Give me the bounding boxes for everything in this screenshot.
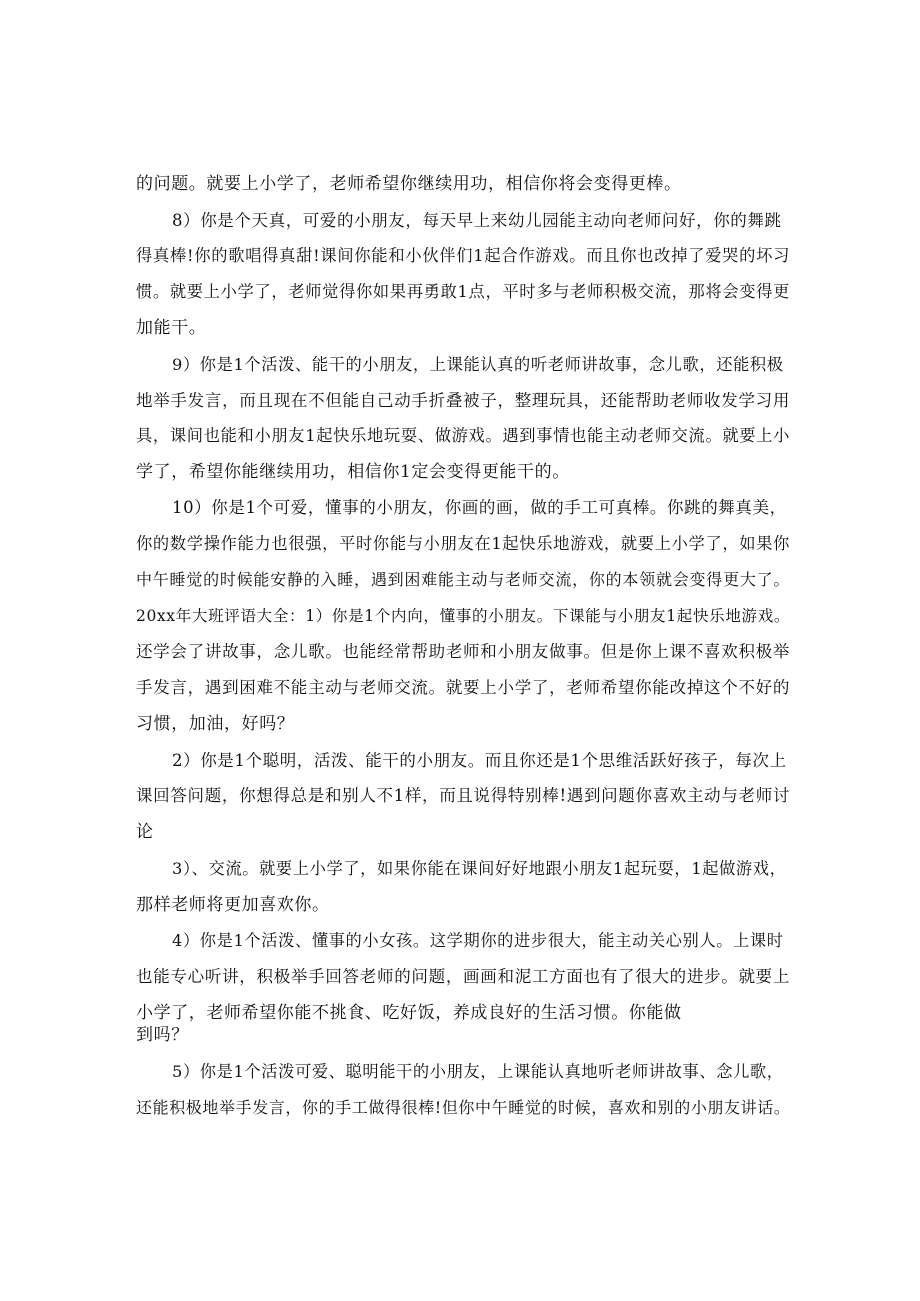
- text-line: 8）你是个天真，可爱的小朋友，每天早上来幼儿园能主动向老师问好，你的舞跳: [172, 211, 782, 230]
- text-line: 的问题。就要上小学了，老师希望你继续用功，相信你将会变得更棒。: [136, 174, 682, 194]
- text-line: 那样老师将更加喜欢你。: [136, 895, 330, 915]
- text-line: 学了，希望你能继续用功，相信你1定会变得更能干的。: [136, 462, 570, 482]
- text-line: 也能专心听讲，积极举手回答老师的问题，画画和泥工方面也有了很大的进步。就要上: [136, 967, 790, 986]
- text-line: 9）你是1个活泼、能干的小朋友，上课能认真的听老师讲故事，念儿歌，还能积极: [172, 355, 784, 374]
- text-line: 具，课间也能和小朋友1起快乐地玩耍、做游戏。遇到事情也能主动老师交流。就要上小: [136, 426, 790, 445]
- text-line: 20xx年大班评语大全：1）你是1个内向，懂事的小朋友。下课能与小朋友1起快乐地游戏。: [136, 607, 790, 625]
- text-line: 地举手发言，而且现在不但能自己动手折叠被子，整理玩具，还能帮助老师收发学习用: [136, 391, 790, 410]
- text-line: 得真棒!你的歌唱得真甜!课间你能和小伙伴们1起合作游戏。而且你也改掉了爱哭的坏习: [136, 246, 790, 265]
- text-line: 小学了，老师希望你能不挑食、吃好饭，养成良好的生活习惯。你能做: [136, 1003, 682, 1023]
- text-line: 2）你是1个聪明，活泼、能干的小朋友。而且你还是1个思维活跃好孩子，每次上: [172, 751, 787, 770]
- text-line: 中午睡觉的时候能安静的入睡，遇到困难能主动与老师交流，你的本领就会变得更大了。: [136, 570, 790, 589]
- text-line: 手发言，遇到困难不能主动与老师交流。就要上小学了，老师希望你能改掉这个不好的: [136, 678, 790, 697]
- text-line: 到吗？: [136, 1025, 189, 1045]
- text-line: 5）你是1个活泼可爱、聪明能干的小朋友，上课能认真地听老师讲故事、念儿歌，: [172, 1062, 784, 1081]
- text-line: 还学会了讲故事，念儿歌。也能经常帮助老师和小朋友做事。但是你上课不喜欢积极举: [136, 642, 790, 661]
- text-line: 课回答问题，你想得总是和别人不1样，而且说得特别棒!遇到问题你喜欢主动与老师讨: [136, 786, 790, 805]
- text-line: 3）、交流。就要上小学了，如果你能在课间好好地跟小朋友1起玩耍，1起做游戏，: [172, 859, 787, 878]
- text-line: 还能积极地举手发言，你的手工做得很棒!但你中午睡觉的时候，喜欢和别的小朋友讲话。: [136, 1098, 791, 1117]
- text-line: 论: [136, 822, 154, 842]
- text-line: 加能干。: [136, 318, 207, 338]
- text-line: 10）你是1个可爱，懂事的小朋友，你画的画，做的手工可真棒。你跳的舞真美，: [172, 498, 787, 517]
- text-line: 习惯，加油，好吗？: [136, 714, 295, 734]
- text-line: 惯。就要上小学了，老师觉得你如果再勇敢1点，平时多与老师积极交流，那将会变得更: [136, 282, 790, 301]
- text-line: 你的数学操作能力也很强，平时你能与小朋友在1起快乐地游戏，就要上小学了，如果你: [136, 534, 790, 553]
- text-line: 4）你是1个活泼、懂事的小女孩。这学期你的进步很大，能主动关心别人。上课时: [172, 931, 784, 950]
